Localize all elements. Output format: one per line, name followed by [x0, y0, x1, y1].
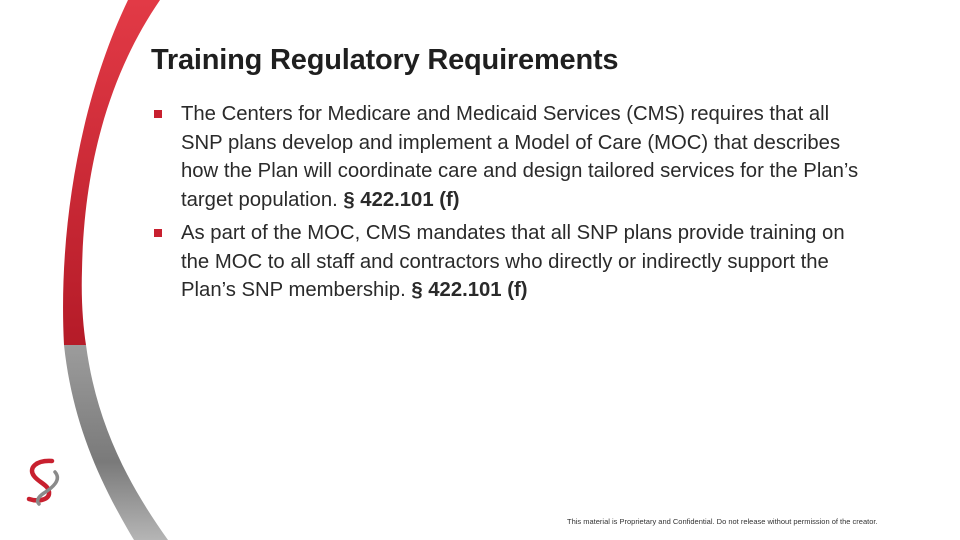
red-swoosh: [63, 0, 160, 345]
bullet-item: [154, 219, 874, 305]
square-bullet-icon: [154, 229, 162, 237]
square-bullet-icon: [154, 110, 162, 118]
regulation-reference: § 422.101 (f): [411, 279, 528, 302]
confidentiality-footer: This material is Proprietary and Confidential. Do not release without permission of the creator.: [567, 517, 878, 526]
slide-title: Training Regulatory Requirements: [151, 44, 619, 76]
bullet-text: The Centers for Medicare and Medicaid Services (CMS) requires that all SNP plans develop and implement a Model of Care (MOC) that describes how the Plan will coordinate care and design tailored services for the Plan’s target population.: [181, 103, 859, 212]
gray-swoosh: [64, 345, 168, 540]
bullet-item: [154, 100, 874, 215]
bullet-list: [154, 100, 874, 309]
company-logo: [29, 461, 57, 504]
bullet-text: As part of the MOC, CMS mandates that all SNP plans provide training on the MOC to all staff and contractors who directly or indirectly support the Plan’s SNP membership.: [181, 221, 845, 302]
regulation-reference: § 422.101 (f): [343, 189, 460, 212]
